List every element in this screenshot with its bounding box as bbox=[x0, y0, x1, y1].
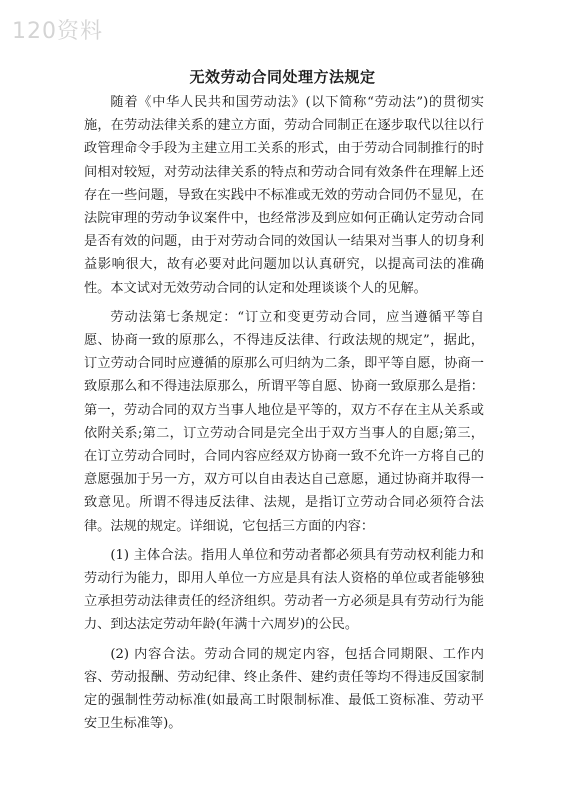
paragraph-intro: 随着《中华人民共和国劳动法》(以下简称“劳动法”)的贯彻实施，在劳动法律关系的建立方面，劳动合同制正在逐步取代以往以行政管理命令手段为主建立用工关系的形式，由于劳动合同制推行的时间相对较短，对劳动法律关系的特点和劳动合同有效条件在理解上还存在一些问题，导致在实践中不标准或无效的劳动合同仍不显见，在法院审理的劳动争议案件中，也经常涉及到应如何正确认定劳动合同是否有效的问题，由于对劳动合同的效国认一结果对当事人的切身利益影响很大，故有必要对此问题加以认真研究，以提高司法的准确性。本文试对无效劳动合同的认定和处理谈谈个人的见解。 bbox=[84, 95, 484, 296]
watermark: 120资料 bbox=[12, 19, 103, 44]
paragraph-article-seven: 劳动法第七条规定：“订立和变更劳动合同，应当遵循平等自愿、协商一致的原那么，不得违反法律、行政法规的规定”，据此，订立劳动合同时应遵循的原那么可归纳为二条，即平等自愿，协商一致原那么和不得违法原那么，所谓平等自愿、协商一致原那么是指：第一，劳动合同的双方当事人地位是平等的，双方不存在主从关系或依附关系;第二，订立劳动合同是完全出于双方当事人的自愿;第三，在订立劳动合同时，合同内容应经双方协商一致不允许一方将自己的意愿强加于另一方，双方可以自由表达自己意愿，通过协商并取得一致意见。所谓不得违反法律、法规，是指订立劳动合同必须符合法律。法规的规定。详细说，它包括三方面的内容： bbox=[84, 309, 484, 534]
paragraph-content-legality: (2) 内容合法。劳动合同的规定内容，包括合同期限、工作内容、劳动报酬、劳动纪律、终止条件、建约责任等均不得违反国家制定的强制性劳动标准(如最高工时限制标准、最低工资标准、劳动平安卫生标准等)。 bbox=[84, 646, 484, 732]
paragraph-subject-legality: (1) 主体合法。指用人单位和劳动者都必须具有劳动权利能力和劳动行为能力，即用人单位一方应是具有法人资格的单位或者能够独立承担劳动法律责任的经济组织。劳动者一方必须是具有劳动行为能力、到达法定劳动年龄(年满十六周岁)的公民。 bbox=[84, 547, 484, 633]
document-body bbox=[84, 91, 484, 735]
document-title: 无效劳动合同处理方法规定 bbox=[189, 68, 376, 86]
